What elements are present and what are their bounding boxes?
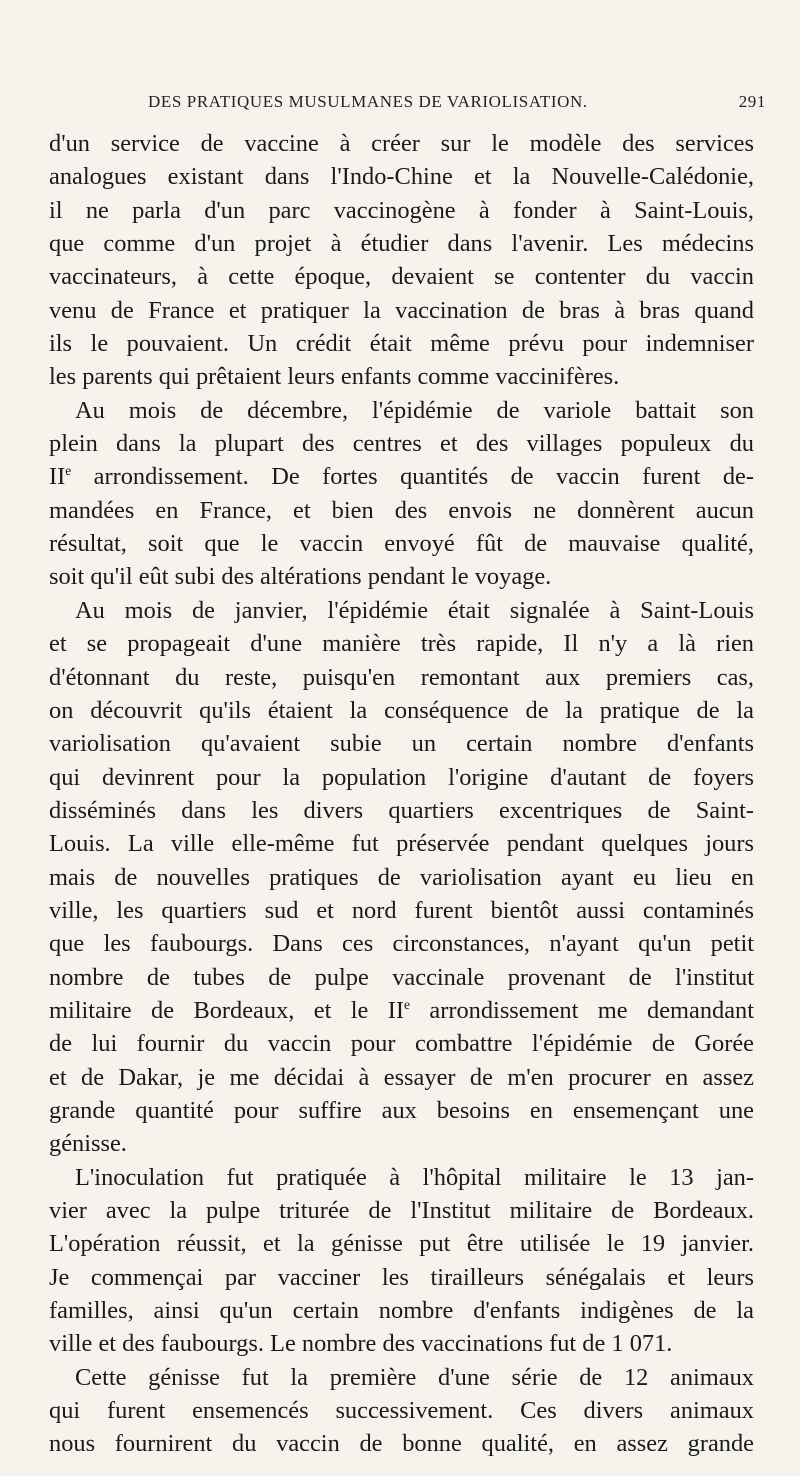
- text-line: L'opération réussit, et la génisse put être utilisée le 19 janvier.: [49, 1230, 754, 1258]
- text-line: il ne parla d'un parc vaccinogène à fonder à Saint-Louis,: [49, 196, 754, 224]
- text-line: Au mois de janvier, l'épidémie était signalée à Saint-Louis: [75, 596, 754, 624]
- text-line: ville et des faubourgs. Le nombre des vaccinations fut de 1 071.: [49, 1330, 673, 1358]
- text-line: d'étonnant du reste, puisqu'en remontant aux premiers cas,: [49, 663, 754, 691]
- text-line: familles, ainsi qu'un certain nombre d'enfants indigènes de la: [49, 1297, 754, 1325]
- text-line: qui furent ensemencés successivement. Ces divers animaux: [49, 1397, 754, 1425]
- body-text: [49, 127, 754, 1461]
- text-line: Cette génisse fut la première d'une série de 12 animaux: [75, 1363, 754, 1391]
- text-line: Louis. La ville elle-même fut préservée pendant quelques jours: [49, 830, 754, 858]
- text-line: et se propageait d'une manière très rapide, Il n'y a là rien: [49, 630, 754, 658]
- text-line: variolisation qu'avaient subie un certain nombre d'enfants: [49, 730, 754, 758]
- text-line: mandées en France, et bien des envois ne donnèrent aucun: [49, 496, 754, 524]
- text-line: et de Dakar, je me décidai à essayer de m'en procurer en assez: [49, 1063, 754, 1091]
- text-line: Je commençai par vacciner les tirailleurs sénégalais et leurs: [49, 1263, 754, 1291]
- text-line: analogues existant dans l'Indo-Chine et la Nouvelle-Calédonie,: [49, 163, 754, 191]
- text-line: plein dans la plupart des centres et des villages populeux du: [49, 430, 754, 458]
- text-line: disséminés dans les divers quartiers excentriques de Saint-: [49, 796, 754, 824]
- text-line: les parents qui prêtaient leurs enfants comme vaccinifères.: [49, 363, 620, 391]
- text-line: venu de France et pratiquer la vaccination de bras à bras quand: [49, 296, 754, 324]
- text-line: soit qu'il eût subi des altérations pendant le voyage.: [49, 563, 552, 591]
- text-line: on découvrit qu'ils étaient la conséquence de la pratique de la: [49, 696, 754, 724]
- text-line: qui devinrent pour la population l'origine d'autant de foyers: [49, 763, 754, 791]
- text-line: vaccinateurs, à cette époque, devaient se contenter du vaccin: [49, 263, 754, 291]
- page-number: 291: [738, 92, 766, 111]
- text-line: militaire de Bordeaux, et le IIe arrondissement me demandant: [49, 996, 754, 1024]
- running-title: DES PRATIQUES MUSULMANES DE VARIOLISATION.: [148, 92, 588, 111]
- text-line: IIe arrondissement. De fortes quantités de vaccin furent de-: [49, 463, 754, 491]
- text-line: Au mois de décembre, l'épidémie de variole battait son: [75, 396, 754, 424]
- text-line: nous fournirent du vaccin de bonne qualité, en assez grande: [49, 1430, 754, 1458]
- ordinal-superscript: e: [404, 996, 410, 1012]
- text-line: L'inoculation fut pratiquée à l'hôpital militaire le 13 jan-: [75, 1163, 754, 1191]
- text-line: ville, les quartiers sud et nord furent bientôt aussi contaminés: [49, 896, 754, 924]
- text-line: nombre de tubes de pulpe vaccinale provenant de l'institut: [49, 963, 754, 991]
- text-line: génisse.: [49, 1130, 127, 1158]
- text-line: que les faubourgs. Dans ces circonstances, n'ayant qu'un petit: [49, 930, 754, 958]
- text-line: grande quantité pour suffire aux besoins en ensemençant une: [49, 1096, 754, 1124]
- text-line: de lui fournir du vaccin pour combattre l'épidémie de Gorée: [49, 1030, 754, 1058]
- text-line: mais de nouvelles pratiques de variolisation ayant eu lieu en: [49, 863, 754, 891]
- running-header: [112, 92, 766, 116]
- ordinal-superscript: e: [65, 463, 72, 479]
- text-line: ils le pouvaient. Un crédit était même prévu pour indemniser: [49, 330, 754, 358]
- text-line: résultat, soit que le vaccin envoyé fût de mauvaise qualité,: [49, 530, 754, 558]
- text-line: vier avec la pulpe triturée de l'Institut militaire de Bordeaux.: [49, 1197, 754, 1224]
- text-line: d'un service de vaccine à créer sur le modèle des services: [49, 130, 754, 157]
- text-line: que comme d'un projet à étudier dans l'avenir. Les médecins: [49, 230, 754, 258]
